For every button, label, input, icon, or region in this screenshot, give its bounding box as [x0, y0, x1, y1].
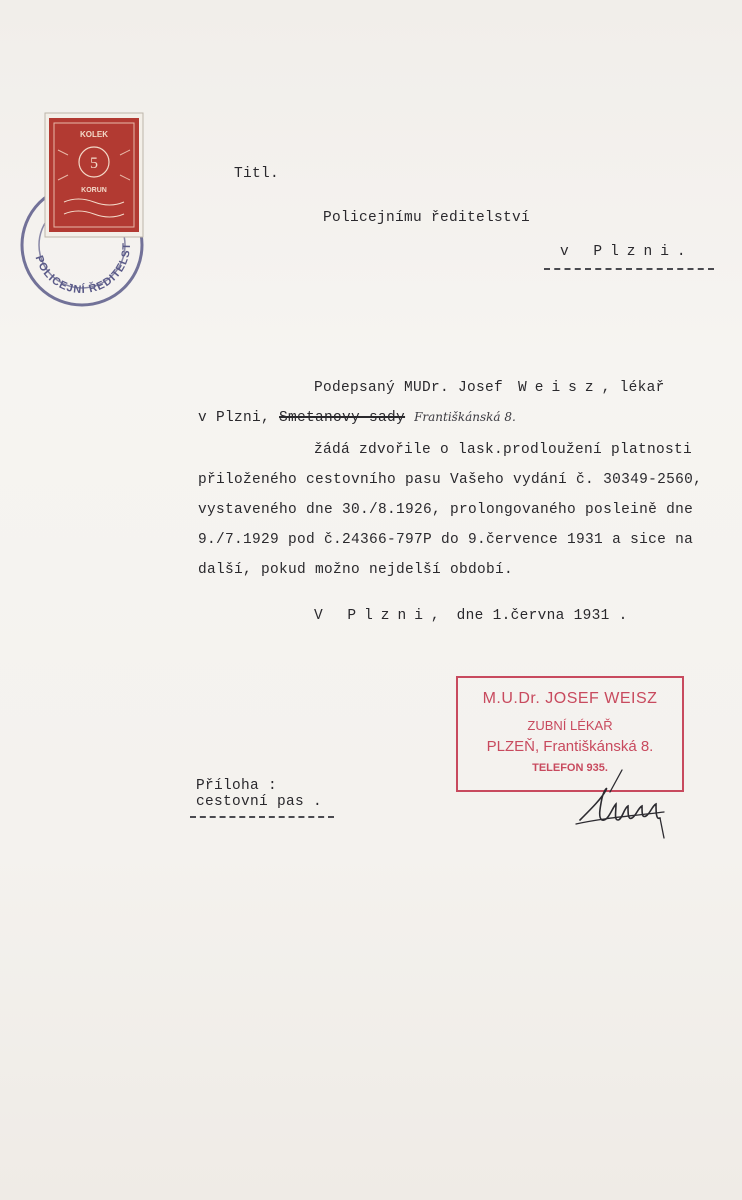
date-text: dne 1.června 1931 .: [456, 608, 628, 624]
body-line-5: vystaveného dne 30./8.1926, prolongovaného posleině dne: [198, 502, 694, 518]
police-round-seal: [18, 110, 158, 310]
body-line-2: [198, 410, 516, 426]
date-place: V Plzni,: [314, 608, 448, 624]
date-line: [314, 608, 628, 624]
revenue-stamp-label: KOLEK: [80, 130, 108, 139]
stamp-area: [18, 110, 158, 310]
doctor-stamp-address: PLZEŇ, Františkánská 8.: [486, 738, 654, 755]
recipient-line-2: v Plzni.: [560, 244, 694, 260]
revenue-stamp: [45, 113, 143, 237]
body-line-1: [314, 380, 665, 396]
body-line-1-start: Podepsaný MUDr. Josef: [314, 380, 504, 396]
body-line-4: přiloženého cestovního pasu Vašeho vydání č. 30349-2560,: [198, 472, 703, 488]
doctor-name-spaced: Weisz: [518, 380, 602, 396]
body-line-3: žádá zdvořile o lask.prodloužení platnosti: [314, 442, 693, 458]
revenue-stamp-currency: KORUN: [81, 187, 107, 194]
attachment-underline: [190, 816, 334, 818]
recipient-line-1: Policejnímu ředitelství: [323, 210, 531, 226]
body-line-7: další, pokud možno nejdelší období.: [198, 562, 514, 578]
handwritten-address: Františkánská 8.: [414, 410, 516, 424]
attachment-item: cestovní pas .: [196, 794, 323, 810]
attachment-label: Příloha :: [196, 778, 278, 794]
signature-icon: [572, 768, 682, 848]
revenue-stamp-value: 5: [90, 155, 98, 172]
seal-text: POLICEJNÍ ŘEDITELST: [32, 241, 134, 297]
recipient-underline: [544, 268, 714, 270]
doctor-stamp-title: ZUBNÍ LÉKAŘ: [527, 718, 613, 733]
doctor-stamp-name: M.U.Dr. JOSEF WEISZ: [482, 690, 658, 707]
salutation: Titl.: [234, 166, 280, 182]
doctor-stamp-phone: TELEFON 935.: [532, 762, 608, 774]
struck-address: Smetanovy sady: [279, 410, 406, 426]
body-line-6: 9./7.1929 pod č.24366-797P do 9.července 1931 a sice na: [198, 532, 694, 548]
body-line-2-start: v Plzni,: [198, 410, 271, 426]
body-line-1-end: , lékař: [601, 380, 665, 396]
